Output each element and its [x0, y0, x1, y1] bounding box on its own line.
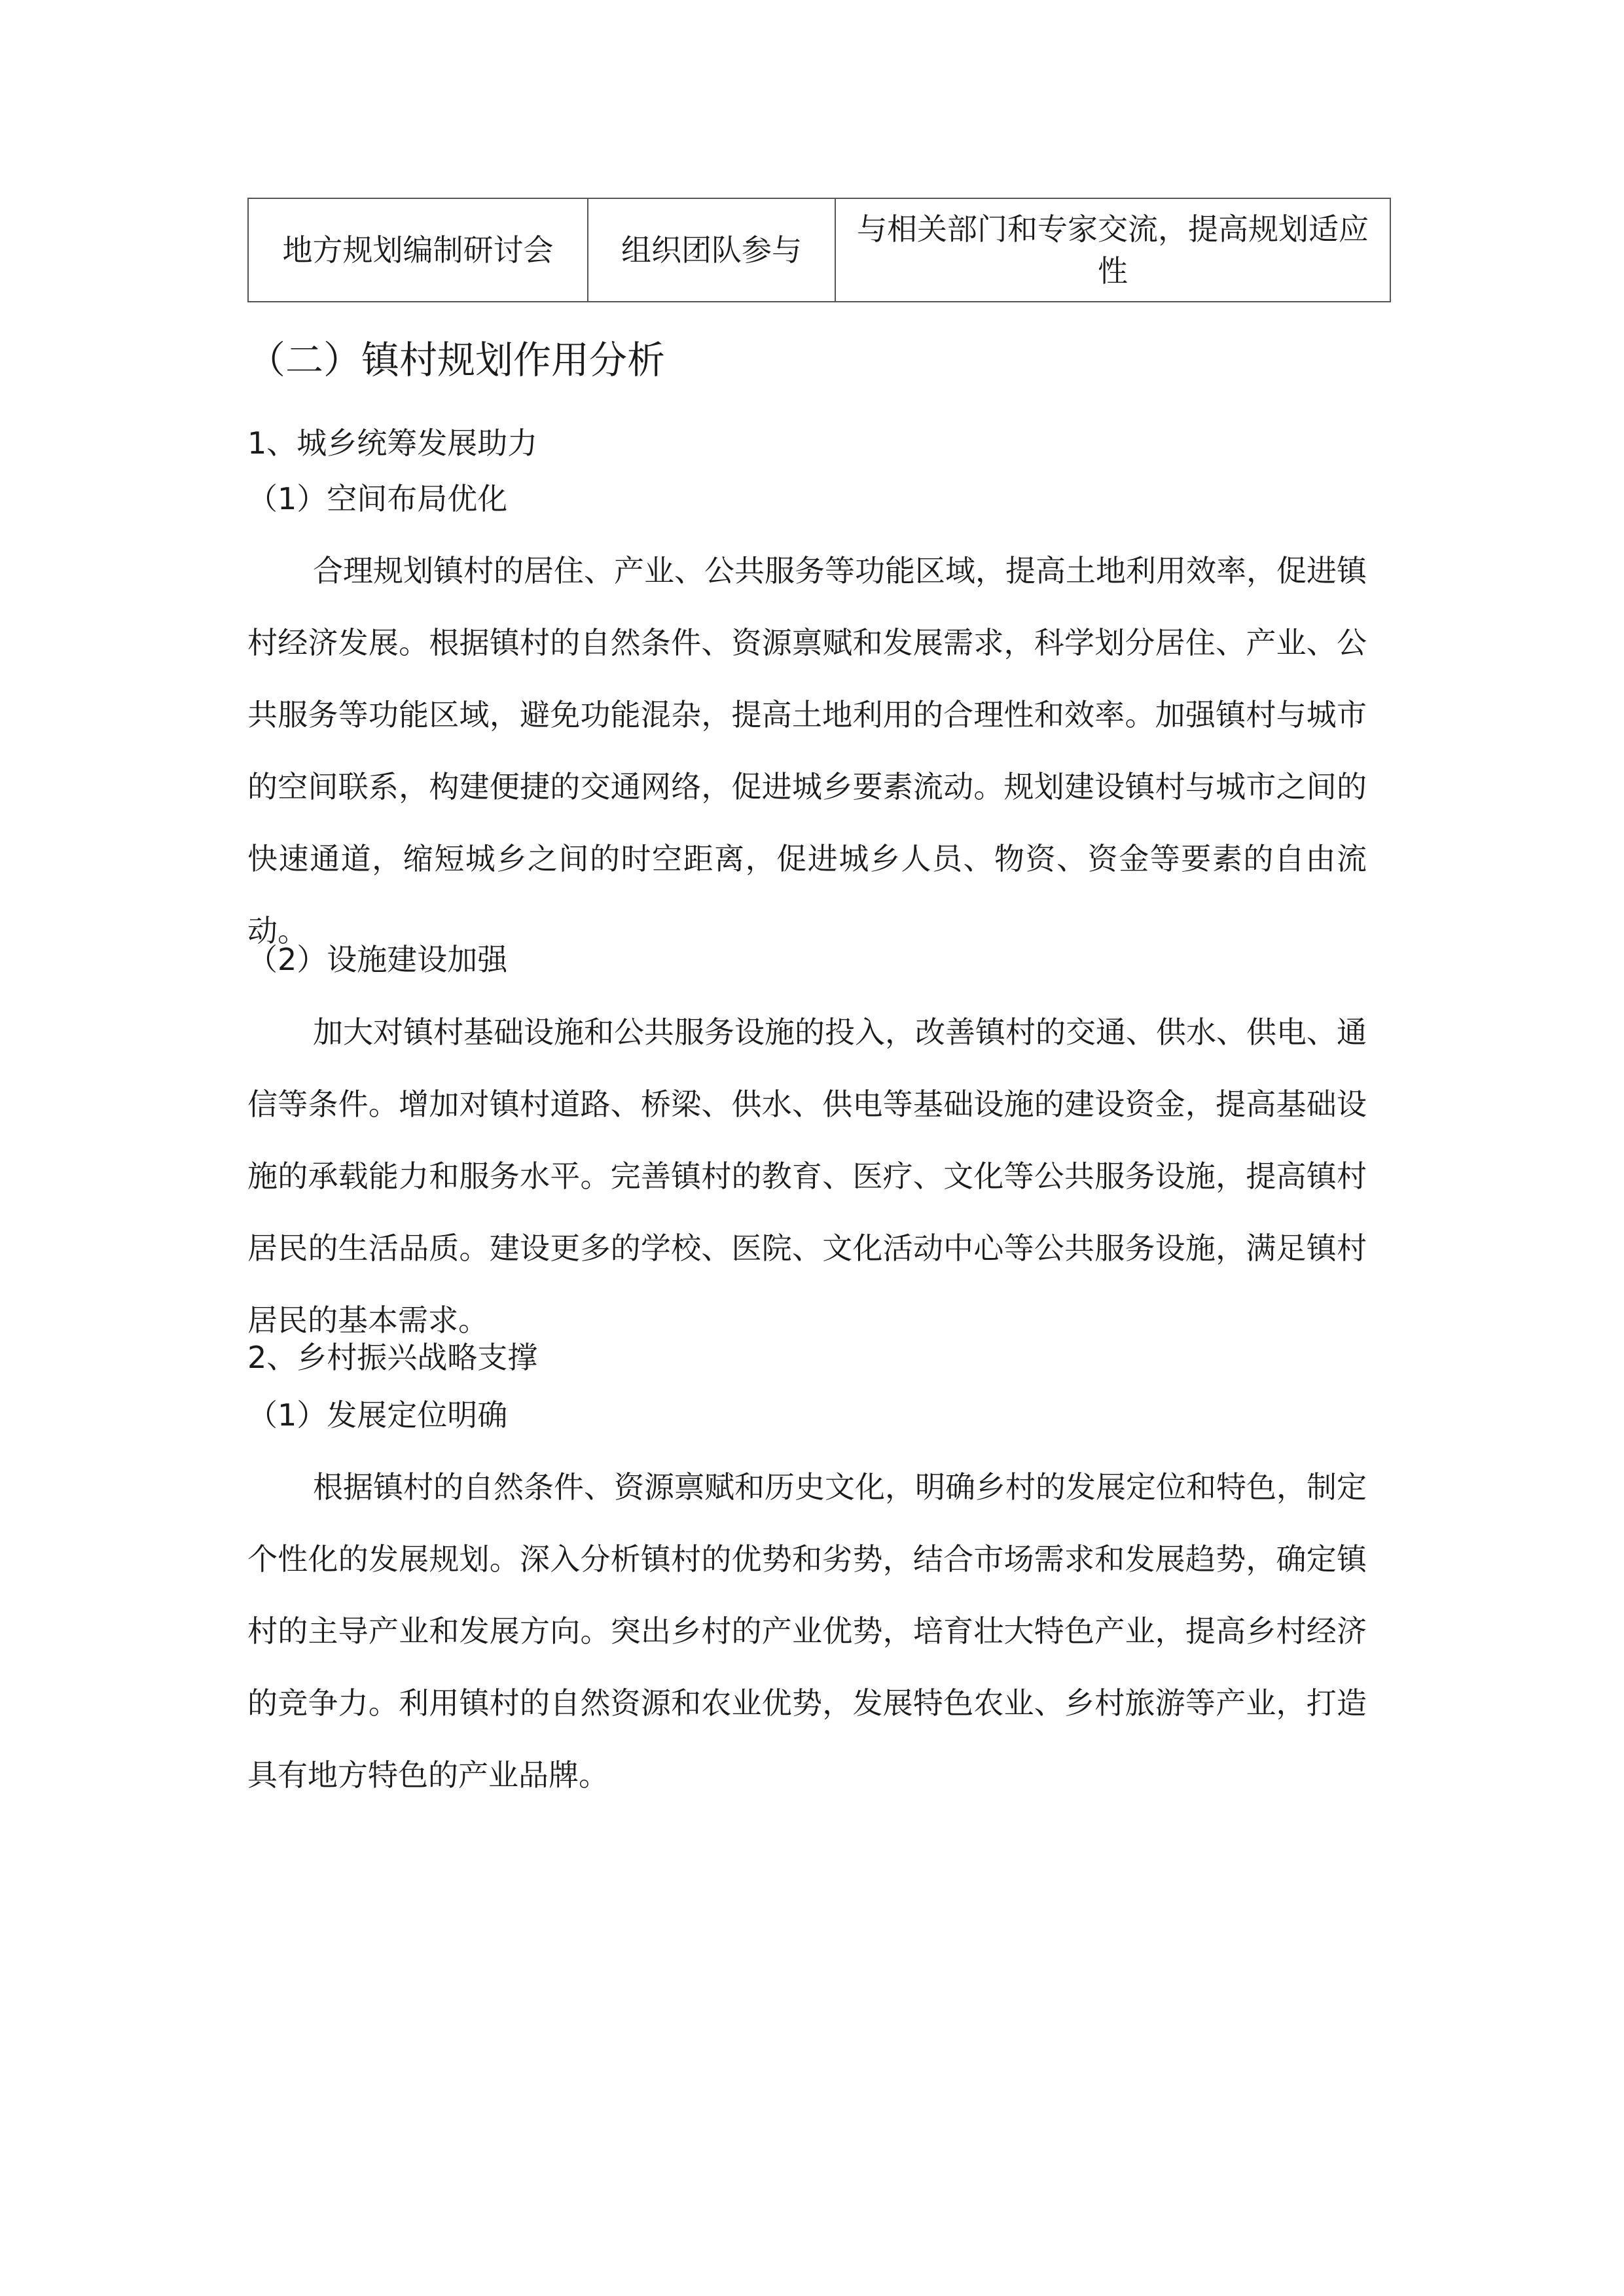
paragraph-2-1: 根据镇村的自然条件、资源禀赋和历史文化，明确乡村的发展定位和特色，制定个性化的发展规划。深入分析镇村的优势和劣势，结合市场需求和发展趋势，确定镇村的主导产业和发展方向。突出乡村的产业优势，培育壮大特色产业，提高乡村经济的竞争力。利用镇村的自然资源和农业优势，发展特色农业、乡村旅游等产业，打造具有地方特色的产业品牌。	[247, 1469, 1367, 1793]
table-cell-purpose: 与相关部门和专家交流，提高规划适应性	[835, 198, 1390, 302]
item-heading-2-1: （1）发展定位明确	[247, 1397, 508, 1433]
part-heading-1: 1、城乡统筹发展助力	[247, 425, 538, 461]
item-heading-1-2: （2）设施建设加强	[247, 942, 508, 977]
paragraph-1-2: 加大对镇村基础设施和公共服务设施的投入，改善镇村的交通、供水、供电、通信等条件。增加对镇村道路、桥梁、供水、供电等基础设施的建设资金，提高基础设施的承载能力和服务水平。完善镇村的教育、医疗、文化等公共服务设施，提高镇村居民的生活品质。建设更多的学校、医院、文化活动中心等公共服务设施，满足镇村居民的基本需求。	[247, 1014, 1367, 1338]
table-cell-activity: 地方规划编制研讨会	[248, 198, 588, 302]
part-heading-2: 2、乡村振兴战略支撑	[247, 1340, 538, 1375]
table-row	[248, 198, 1390, 302]
item-heading-1-1: （1）空间布局优化	[247, 481, 508, 516]
section-heading: （二）镇村规划作用分析	[247, 338, 666, 382]
paragraph-1-1: 合理规划镇村的居住、产业、公共服务等功能区域，提高土地利用效率，促进镇村经济发展。根据镇村的自然条件、资源禀赋和发展需求，科学划分居住、产业、公共服务等功能区域，避免功能混杂，提高土地利用的合理性和效率。加强镇村与城市的空间联系，构建便捷的交通网络，促进城乡要素流动。规划建设镇村与城市之间的快速通道，缩短城乡之间的时空距离，促进城乡人员、物资、资金等要素的自由流动。	[247, 553, 1367, 948]
activity-table	[247, 198, 1391, 302]
table-cell-method: 组织团队参与	[588, 198, 835, 302]
